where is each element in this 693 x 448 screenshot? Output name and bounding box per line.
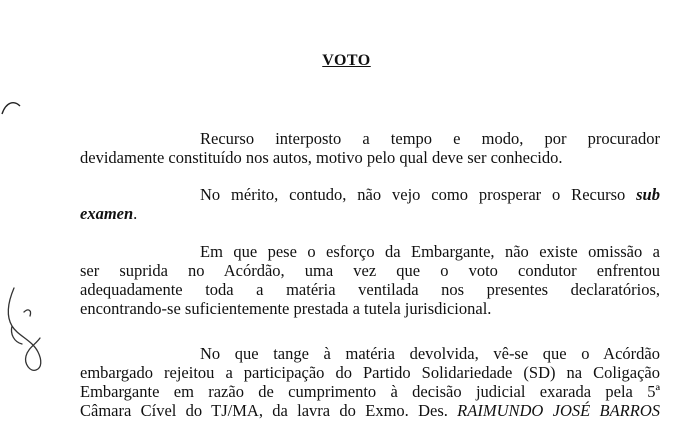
paragraph-2-latin-term-end: examen	[80, 204, 134, 223]
paragraph-2-period: .	[133, 204, 138, 223]
paragraph-4-line-1: No que tange à matéria devolvida, vê-se que o Acórdão	[200, 344, 660, 363]
paragraph-3-line-3: adequadamente toda a matéria ventilada nos presentes declaratórios,	[80, 280, 660, 299]
paragraph-2-line-2	[80, 205, 660, 223]
paragraph-4-line-3: Embargante em razão de cumprimento à decisão judicial exarada pela 5ª	[80, 382, 660, 401]
paragraph-2-text: No mérito, contudo, não vejo como prosperar o Recurso	[200, 185, 637, 204]
paragraph-2-line-1	[200, 186, 660, 204]
paragraph-4-text: Câmara Cível do TJ/MA, da lavra do Exmo. Des.	[80, 401, 458, 420]
judge-name: RAIMUNDO JOSÉ BARROS	[457, 401, 660, 420]
paragraph-3-line-2: ser suprida no Acórdão, uma vez que o voto condutor enfrentou	[80, 261, 660, 280]
document-title: VOTO	[322, 52, 371, 69]
paragraph-1-line-1: Recurso interposto a tempo e modo, por procurador	[200, 129, 660, 148]
paragraph-4-line-4	[80, 402, 660, 420]
paragraph-4-line-2: embargado rejeitou a participação do Partido Solidariedade (SD) na Coligação	[80, 363, 660, 382]
paragraph-3-line-4: encontrando-se suficientemente prestada a tutela jurisdicional.	[80, 299, 492, 318]
paragraph-3-line-1: Em que pese o esforço da Embargante, não existe omissão a	[200, 242, 660, 261]
punch-hole-mark	[0, 96, 24, 118]
handwritten-signature	[2, 282, 50, 374]
paragraph-2-latin-term: sub	[636, 185, 660, 204]
paragraph-1-line-2: devidamente constituído nos autos, motivo pelo qual deve ser conhecido.	[80, 148, 563, 167]
